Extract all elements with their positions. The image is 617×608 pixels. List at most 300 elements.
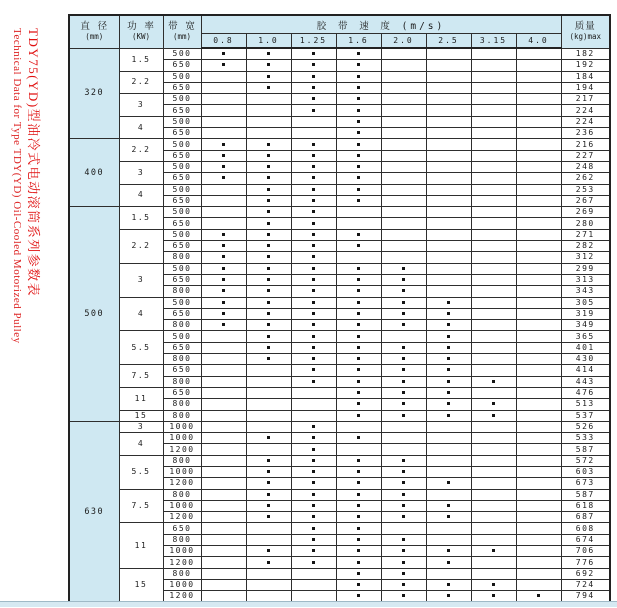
mass-cell: 365 xyxy=(561,331,610,342)
belt-width-cell: 650 xyxy=(163,150,201,161)
table-row xyxy=(69,229,610,240)
speed-cell xyxy=(426,500,471,511)
speed-cell xyxy=(291,433,336,444)
applicable-dot-icon xyxy=(267,459,270,462)
speed-cell xyxy=(336,71,381,82)
applicable-dot-icon xyxy=(402,391,405,394)
speed-cell xyxy=(381,512,426,523)
side-title-english: Technical Data for Type TDY(YD) Oil-Cooled Motorized Pulley xyxy=(11,28,23,344)
speed-cell xyxy=(516,195,561,206)
table-row xyxy=(69,421,610,432)
header-speed-2.0: 2.0 xyxy=(381,34,426,49)
applicable-dot-icon xyxy=(312,504,315,507)
speed-cell xyxy=(201,48,246,60)
speed-cell xyxy=(246,207,291,218)
applicable-dot-icon xyxy=(312,549,315,552)
speed-cell xyxy=(381,568,426,579)
belt-width-cell: 650 xyxy=(163,218,201,229)
speed-cell xyxy=(201,365,246,376)
speed-cell xyxy=(336,387,381,398)
speed-cell xyxy=(246,546,291,557)
belt-width-cell: 500 xyxy=(163,94,201,105)
speed-cell xyxy=(291,128,336,139)
mass-cell: 349 xyxy=(561,320,610,331)
speed-cell xyxy=(516,478,561,489)
speed-cell xyxy=(336,263,381,274)
applicable-dot-icon xyxy=(492,549,495,552)
speed-cell xyxy=(471,218,516,229)
table-row xyxy=(69,207,610,218)
mass-cell: 282 xyxy=(561,241,610,252)
speed-cell xyxy=(201,161,246,172)
speed-cell xyxy=(426,195,471,206)
applicable-dot-icon xyxy=(357,481,360,484)
applicable-dot-icon xyxy=(312,425,315,428)
belt-width-cell: 1000 xyxy=(163,579,201,590)
speed-cell xyxy=(246,331,291,342)
applicable-dot-icon xyxy=(402,289,405,292)
applicable-dot-icon xyxy=(357,52,360,55)
belt-width-cell: 500 xyxy=(163,184,201,195)
speed-cell xyxy=(381,94,426,105)
speed-cell xyxy=(291,82,336,93)
speed-cell xyxy=(426,128,471,139)
applicable-dot-icon xyxy=(357,143,360,146)
speed-cell xyxy=(246,399,291,410)
applicable-dot-icon xyxy=(267,75,270,78)
speed-cell xyxy=(516,557,561,568)
belt-width-cell: 800 xyxy=(163,320,201,331)
header-mass xyxy=(561,15,610,48)
speed-cell xyxy=(291,139,336,150)
mass-cell: 224 xyxy=(561,116,610,127)
speed-cell xyxy=(516,489,561,500)
table-row xyxy=(69,139,610,150)
speed-cell xyxy=(471,173,516,184)
header-belt-width-unit: (mm) xyxy=(172,32,192,42)
speed-cell xyxy=(291,116,336,127)
speed-cell xyxy=(201,557,246,568)
speed-cell xyxy=(471,466,516,477)
speed-cell xyxy=(291,274,336,285)
speed-cell xyxy=(426,444,471,455)
applicable-dot-icon xyxy=(312,368,315,371)
power-cell: 3 xyxy=(119,263,163,297)
speed-cell xyxy=(246,286,291,297)
speed-cell xyxy=(246,410,291,421)
mass-cell: 248 xyxy=(561,161,610,172)
table-row xyxy=(69,433,610,444)
speed-cell xyxy=(291,150,336,161)
speed-cell xyxy=(381,421,426,432)
speed-cell xyxy=(381,534,426,545)
speed-cell xyxy=(426,421,471,432)
speed-cell xyxy=(246,48,291,60)
speed-cell xyxy=(471,387,516,398)
power-cell: 4 xyxy=(119,297,163,331)
speed-cell xyxy=(201,195,246,206)
power-cell: 4 xyxy=(119,184,163,207)
speed-cell xyxy=(246,82,291,93)
speed-cell xyxy=(291,71,336,82)
speed-cell xyxy=(471,229,516,240)
mass-cell: 217 xyxy=(561,94,610,105)
speed-cell xyxy=(291,241,336,252)
speed-cell xyxy=(291,229,336,240)
applicable-dot-icon xyxy=(357,165,360,168)
applicable-dot-icon xyxy=(357,335,360,338)
power-cell: 4 xyxy=(119,433,163,456)
applicable-dot-icon xyxy=(312,86,315,89)
power-cell: 7.5 xyxy=(119,489,163,523)
speed-cell xyxy=(516,376,561,387)
speed-cell xyxy=(291,444,336,455)
speed-cell xyxy=(336,523,381,534)
table-row xyxy=(69,523,610,534)
speed-cell xyxy=(246,263,291,274)
applicable-dot-icon xyxy=(312,176,315,179)
header-diameter-label: 直 径 xyxy=(80,21,109,33)
speed-cell xyxy=(201,150,246,161)
speed-cell xyxy=(516,342,561,353)
applicable-dot-icon xyxy=(312,278,315,281)
applicable-dot-icon xyxy=(447,515,450,518)
applicable-dot-icon xyxy=(402,312,405,315)
belt-width-cell: 650 xyxy=(163,241,201,252)
speed-cell xyxy=(426,207,471,218)
mass-cell: 587 xyxy=(561,444,610,455)
speed-cell xyxy=(471,410,516,421)
applicable-dot-icon xyxy=(492,583,495,586)
speed-cell xyxy=(201,263,246,274)
speed-cell xyxy=(336,421,381,432)
speed-cell xyxy=(516,241,561,252)
applicable-dot-icon xyxy=(447,301,450,304)
speed-cell xyxy=(516,534,561,545)
speed-cell xyxy=(246,94,291,105)
speed-cell xyxy=(381,229,426,240)
speed-cell xyxy=(471,150,516,161)
speed-cell xyxy=(426,241,471,252)
speed-cell xyxy=(201,444,246,455)
mass-cell: 687 xyxy=(561,512,610,523)
applicable-dot-icon xyxy=(402,594,405,597)
power-cell: 7.5 xyxy=(119,365,163,388)
applicable-dot-icon xyxy=(357,594,360,597)
speed-cell xyxy=(246,557,291,568)
speed-cell xyxy=(201,116,246,127)
speed-cell xyxy=(246,523,291,534)
applicable-dot-icon xyxy=(267,481,270,484)
applicable-dot-icon xyxy=(447,335,450,338)
applicable-dot-icon xyxy=(267,346,270,349)
speed-cell xyxy=(201,568,246,579)
speed-cell xyxy=(471,557,516,568)
speed-cell xyxy=(336,207,381,218)
speed-cell xyxy=(471,500,516,511)
speed-cell xyxy=(201,331,246,342)
speed-cell xyxy=(426,354,471,365)
speed-cell xyxy=(201,455,246,466)
speed-cell xyxy=(246,421,291,432)
speed-cell xyxy=(291,500,336,511)
mass-cell: 313 xyxy=(561,274,610,285)
speed-cell xyxy=(471,478,516,489)
belt-width-cell: 500 xyxy=(163,48,201,60)
speed-cell xyxy=(381,286,426,297)
speed-cell xyxy=(516,455,561,466)
applicable-dot-icon xyxy=(447,323,450,326)
speed-cell xyxy=(246,478,291,489)
speed-cell xyxy=(516,139,561,150)
belt-width-cell: 500 xyxy=(163,331,201,342)
speed-cell xyxy=(471,399,516,410)
speed-cell xyxy=(291,331,336,342)
speed-cell xyxy=(426,229,471,240)
belt-width-cell: 650 xyxy=(163,365,201,376)
speed-cell xyxy=(426,71,471,82)
speed-cell xyxy=(381,60,426,71)
belt-width-cell: 800 xyxy=(163,455,201,466)
applicable-dot-icon xyxy=(267,52,270,55)
applicable-dot-icon xyxy=(312,335,315,338)
applicable-dot-icon xyxy=(492,380,495,383)
applicable-dot-icon xyxy=(267,470,270,473)
speed-cell xyxy=(246,150,291,161)
speed-cell xyxy=(471,421,516,432)
applicable-dot-icon xyxy=(222,63,225,66)
speed-cell xyxy=(336,297,381,308)
speed-cell xyxy=(381,252,426,263)
mass-cell: 603 xyxy=(561,466,610,477)
applicable-dot-icon xyxy=(267,267,270,270)
speed-cell xyxy=(246,387,291,398)
speed-cell xyxy=(336,354,381,365)
speed-cell xyxy=(471,139,516,150)
speed-cell xyxy=(426,297,471,308)
spec-table xyxy=(68,14,611,604)
speed-cell xyxy=(336,500,381,511)
speed-cell xyxy=(291,161,336,172)
speed-cell xyxy=(291,286,336,297)
table-row xyxy=(69,387,610,398)
speed-cell xyxy=(336,557,381,568)
speed-cell xyxy=(381,161,426,172)
speed-cell xyxy=(381,579,426,590)
mass-cell: 706 xyxy=(561,546,610,557)
speed-cell xyxy=(291,376,336,387)
applicable-dot-icon xyxy=(312,357,315,360)
speed-cell xyxy=(246,252,291,263)
speed-cell xyxy=(516,331,561,342)
applicable-dot-icon xyxy=(357,131,360,134)
mass-cell: 443 xyxy=(561,376,610,387)
speed-cell xyxy=(426,568,471,579)
speed-cell xyxy=(516,263,561,274)
belt-width-cell: 1200 xyxy=(163,557,201,568)
speed-cell xyxy=(426,60,471,71)
power-cell: 3 xyxy=(119,94,163,117)
speed-cell xyxy=(336,410,381,421)
speed-cell xyxy=(336,94,381,105)
power-cell: 1.5 xyxy=(119,207,163,230)
speed-cell xyxy=(291,410,336,421)
speed-cell xyxy=(201,500,246,511)
header-speed-0.8: 0.8 xyxy=(201,34,246,49)
speed-cell xyxy=(471,568,516,579)
applicable-dot-icon xyxy=(357,549,360,552)
speed-cell xyxy=(336,116,381,127)
speed-cell xyxy=(201,60,246,71)
applicable-dot-icon xyxy=(312,481,315,484)
applicable-dot-icon xyxy=(447,346,450,349)
applicable-dot-icon xyxy=(447,481,450,484)
table-row xyxy=(69,184,610,195)
belt-width-cell: 650 xyxy=(163,274,201,285)
speed-cell xyxy=(381,173,426,184)
speed-cell xyxy=(426,466,471,477)
belt-width-cell: 500 xyxy=(163,229,201,240)
speed-cell xyxy=(291,455,336,466)
header-power-label: 功 率 xyxy=(127,21,155,33)
speed-cell xyxy=(291,365,336,376)
speed-cell xyxy=(426,94,471,105)
mass-cell: 587 xyxy=(561,489,610,500)
belt-width-cell: 500 xyxy=(163,161,201,172)
mass-cell: 253 xyxy=(561,184,610,195)
mass-cell: 526 xyxy=(561,421,610,432)
applicable-dot-icon xyxy=(267,357,270,360)
power-cell: 5.5 xyxy=(119,331,163,365)
speed-cell xyxy=(291,534,336,545)
power-cell: 15 xyxy=(119,410,163,421)
speed-cell xyxy=(426,173,471,184)
mass-cell: 430 xyxy=(561,354,610,365)
applicable-dot-icon xyxy=(312,470,315,473)
applicable-dot-icon xyxy=(312,97,315,100)
speed-cell xyxy=(516,354,561,365)
speed-cell xyxy=(291,195,336,206)
speed-cell xyxy=(201,184,246,195)
mass-cell: 194 xyxy=(561,82,610,93)
speed-cell xyxy=(246,376,291,387)
speed-cell xyxy=(291,399,336,410)
mass-cell: 572 xyxy=(561,455,610,466)
applicable-dot-icon xyxy=(267,63,270,66)
speed-cell xyxy=(381,387,426,398)
speed-cell xyxy=(381,500,426,511)
applicable-dot-icon xyxy=(267,210,270,213)
applicable-dot-icon xyxy=(267,86,270,89)
applicable-dot-icon xyxy=(312,527,315,530)
speed-cell xyxy=(201,297,246,308)
speed-cell xyxy=(426,150,471,161)
speed-cell xyxy=(201,433,246,444)
belt-width-cell: 1200 xyxy=(163,512,201,523)
speed-cell xyxy=(426,320,471,331)
speed-cell xyxy=(381,48,426,60)
applicable-dot-icon xyxy=(357,109,360,112)
applicable-dot-icon xyxy=(312,52,315,55)
header-mass-unit: (kg)max xyxy=(569,32,602,42)
speed-cell xyxy=(336,308,381,319)
header-speed-4.0: 4.0 xyxy=(516,34,561,49)
speed-cell xyxy=(291,489,336,500)
speed-cell xyxy=(426,478,471,489)
speed-cell xyxy=(381,546,426,557)
speed-cell xyxy=(246,139,291,150)
speed-cell xyxy=(516,433,561,444)
applicable-dot-icon xyxy=(402,346,405,349)
mass-cell: 236 xyxy=(561,128,610,139)
belt-width-cell: 1000 xyxy=(163,433,201,444)
speed-cell xyxy=(516,161,561,172)
speed-cell xyxy=(381,71,426,82)
speed-cell xyxy=(201,579,246,590)
speed-cell xyxy=(291,297,336,308)
belt-width-cell: 500 xyxy=(163,139,201,150)
diameter-cell: 500 xyxy=(69,207,119,422)
applicable-dot-icon xyxy=(312,459,315,462)
speed-cell xyxy=(291,546,336,557)
diameter-cell: 400 xyxy=(69,139,119,207)
header-speed-1.0: 1.0 xyxy=(246,34,291,49)
speed-cell xyxy=(246,512,291,523)
speed-cell xyxy=(291,354,336,365)
speed-cell xyxy=(246,161,291,172)
applicable-dot-icon xyxy=(267,199,270,202)
speed-cell xyxy=(426,274,471,285)
speed-cell xyxy=(471,365,516,376)
speed-cell xyxy=(381,263,426,274)
belt-width-cell: 1000 xyxy=(163,500,201,511)
speed-cell xyxy=(201,218,246,229)
speed-cell xyxy=(381,478,426,489)
speed-cell xyxy=(291,512,336,523)
speed-cell xyxy=(246,128,291,139)
speed-cell xyxy=(516,71,561,82)
applicable-dot-icon xyxy=(357,527,360,530)
mass-cell: 476 xyxy=(561,387,610,398)
speed-cell xyxy=(381,116,426,127)
speed-cell xyxy=(246,342,291,353)
speed-cell xyxy=(336,48,381,60)
applicable-dot-icon xyxy=(222,233,225,236)
speed-cell xyxy=(471,376,516,387)
speed-cell xyxy=(471,489,516,500)
speed-cell xyxy=(201,105,246,116)
applicable-dot-icon xyxy=(357,323,360,326)
speed-cell xyxy=(336,229,381,240)
speed-cell xyxy=(201,229,246,240)
belt-width-cell: 800 xyxy=(163,489,201,500)
speed-cell xyxy=(246,241,291,252)
applicable-dot-icon xyxy=(447,583,450,586)
belt-width-cell: 1000 xyxy=(163,466,201,477)
speed-cell xyxy=(291,387,336,398)
speed-cell xyxy=(426,105,471,116)
mass-cell: 674 xyxy=(561,534,610,545)
applicable-dot-icon xyxy=(357,267,360,270)
applicable-dot-icon xyxy=(222,143,225,146)
speed-cell xyxy=(471,308,516,319)
speed-cell xyxy=(291,252,336,263)
applicable-dot-icon xyxy=(267,436,270,439)
speed-cell xyxy=(426,523,471,534)
mass-cell: 312 xyxy=(561,252,610,263)
applicable-dot-icon xyxy=(267,289,270,292)
applicable-dot-icon xyxy=(402,368,405,371)
